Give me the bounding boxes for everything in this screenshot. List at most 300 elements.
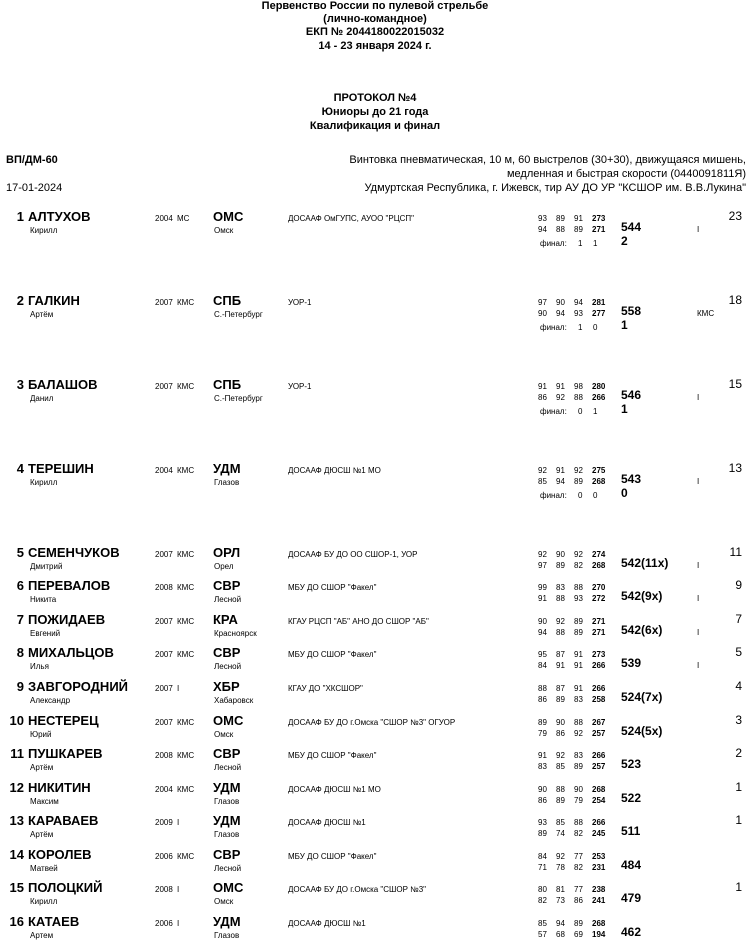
- series-score: 93: [538, 818, 547, 827]
- series-score: 90: [556, 718, 565, 727]
- team-points: 11: [729, 545, 742, 559]
- series-score: 83: [574, 695, 583, 704]
- birth-year: 2004: [155, 785, 173, 794]
- series-score: 80: [538, 885, 547, 894]
- series-score: 85: [556, 818, 565, 827]
- birth-year: 2007: [155, 684, 173, 693]
- sport-title: КМС: [177, 852, 195, 861]
- series-score: 99: [538, 583, 547, 592]
- series-score: 89: [538, 718, 547, 727]
- birth-year: 2007: [155, 617, 173, 626]
- series-subtotal: 253: [592, 852, 606, 861]
- series-score: 88: [574, 583, 583, 592]
- qualification-rank: I: [697, 561, 700, 570]
- qualification-rank: I: [697, 661, 700, 670]
- series-subtotal: 273: [592, 650, 606, 659]
- organization: УОР-1: [288, 382, 312, 391]
- series-score: 78: [556, 863, 565, 872]
- region-code: УДМ: [213, 813, 241, 828]
- series-subtotal: 277: [592, 309, 606, 318]
- qualification-total: 479: [621, 891, 642, 905]
- series-score: 89: [574, 919, 583, 928]
- birth-year: 2007: [155, 298, 173, 307]
- region-code: СПБ: [213, 293, 242, 308]
- protocol-title: ПРОТОКОЛ №4: [333, 92, 417, 104]
- series-score: 92: [556, 393, 565, 402]
- series-score: 85: [556, 762, 565, 771]
- series-score: 92: [574, 729, 583, 738]
- qualification-total: 524(5x): [621, 724, 663, 738]
- series-score: 94: [538, 628, 547, 637]
- series-score: 89: [556, 796, 565, 805]
- sport-title: КМС: [177, 382, 195, 391]
- sport-title: КМС: [177, 751, 195, 760]
- qualification-total: 546: [621, 388, 642, 402]
- city: Лесной: [214, 763, 242, 772]
- series-subtotal: 268: [592, 561, 606, 570]
- athlete-surname: БАЛАШОВ: [28, 377, 98, 392]
- organization: КГАУ ДО "ХКСШОР": [288, 684, 363, 693]
- qualification-total: 484: [621, 858, 642, 872]
- city: Глазов: [214, 931, 240, 940]
- series-score: 92: [574, 466, 583, 475]
- region-code: КРА: [213, 612, 238, 627]
- organization: ДОСААФ БУ ДО ОО СШОР-1, УОР: [288, 550, 418, 559]
- series-score: 94: [538, 225, 547, 234]
- athlete-first-name: Данил: [30, 394, 54, 403]
- sport-title: КМС: [177, 650, 195, 659]
- series-score: 88: [556, 785, 565, 794]
- series-score: 91: [556, 382, 565, 391]
- athlete-surname: ГАЛКИН: [28, 293, 80, 308]
- organization: КГАУ РЦСП "АБ" АНО ДО СШОР "АБ": [288, 617, 429, 626]
- series-subtotal: 266: [592, 661, 606, 670]
- athlete-first-name: Кирилл: [30, 897, 58, 906]
- region-code: ОМС: [213, 209, 244, 224]
- series-score: 86: [556, 729, 565, 738]
- series-subtotal: 271: [592, 617, 606, 626]
- qualification-total: 523: [621, 757, 642, 771]
- qualification-total: 558: [621, 304, 642, 318]
- series-subtotal: 272: [592, 594, 606, 603]
- region-code: ОРЛ: [213, 545, 241, 560]
- athlete-surname: КАТАЕВ: [28, 914, 80, 929]
- series-subtotal: 241: [592, 896, 606, 905]
- series-score: 79: [538, 729, 547, 738]
- series-score: 85: [538, 477, 547, 486]
- team-points: 1: [735, 880, 742, 894]
- series-score: 90: [574, 785, 583, 794]
- sport-title: I: [177, 818, 180, 827]
- organization: ДОСААФ ДЮСШ №1 МО: [288, 466, 381, 475]
- series-score: 91: [538, 382, 547, 391]
- event-ekp: ЕКП № 2044180022015032: [305, 26, 445, 38]
- series-score: 89: [574, 225, 583, 234]
- final-total: 0: [621, 486, 628, 500]
- series-score: 88: [556, 225, 565, 234]
- series-subtotal: 266: [592, 751, 606, 760]
- team-points: 5: [735, 645, 742, 659]
- series-score: 91: [556, 661, 565, 670]
- series-score: 94: [556, 477, 565, 486]
- team-points: 1: [735, 780, 742, 794]
- sport-title: КМС: [177, 718, 195, 727]
- city: Глазов: [214, 797, 240, 806]
- series-score: 87: [556, 684, 565, 693]
- region-code: ХБР: [213, 679, 240, 694]
- athlete-first-name: Кирилл: [30, 478, 58, 487]
- series-score: 88: [574, 393, 583, 402]
- series-subtotal: 275: [592, 466, 606, 475]
- series-score: 89: [556, 695, 565, 704]
- athlete-surname: АЛТУХОВ: [28, 209, 91, 224]
- organization: ДОСААФ ДЮСШ №1: [288, 919, 366, 928]
- series-score: 57: [538, 930, 547, 939]
- final-score: 0: [593, 491, 598, 500]
- sport-title: КМС: [177, 298, 195, 307]
- series-score: 90: [538, 309, 547, 318]
- series-score: 94: [556, 309, 565, 318]
- series-score: 85: [538, 919, 547, 928]
- series-score: 86: [538, 796, 547, 805]
- city: Лесной: [214, 662, 242, 671]
- series-score: 92: [574, 550, 583, 559]
- athlete-first-name: Евгений: [30, 629, 61, 638]
- qualification-total: 539: [621, 656, 642, 670]
- birth-year: 2004: [155, 214, 173, 223]
- series-score: 83: [556, 583, 565, 592]
- series-subtotal: 231: [592, 863, 606, 872]
- series-score: 89: [574, 628, 583, 637]
- sport-title: МС: [177, 214, 190, 223]
- series-score: 93: [538, 214, 547, 223]
- city: С.-Петербург: [214, 394, 263, 403]
- region-code: СВР: [213, 746, 241, 761]
- series-score: 94: [556, 919, 565, 928]
- team-points: 9: [735, 578, 742, 592]
- final-total: 1: [621, 402, 628, 416]
- athlete-first-name: Кирилл: [30, 226, 58, 235]
- sport-title: I: [177, 919, 180, 928]
- rank: 2: [16, 293, 24, 308]
- qualification-rank: I: [697, 628, 700, 637]
- athlete-first-name: Илья: [30, 662, 49, 671]
- rank: 3: [16, 377, 24, 392]
- event-format: (лично-командное): [323, 13, 427, 25]
- final-label: финал:: [540, 239, 567, 248]
- series-score: 79: [574, 796, 583, 805]
- series-subtotal: 274: [592, 550, 606, 559]
- rank: 14: [9, 847, 24, 862]
- rank: 4: [16, 461, 24, 476]
- final-score: 1: [593, 407, 598, 416]
- series-score: 89: [556, 561, 565, 570]
- series-score: 87: [556, 650, 565, 659]
- series-subtotal: 257: [592, 729, 606, 738]
- rank: 15: [9, 880, 24, 895]
- series-score: 68: [556, 930, 565, 939]
- athlete-first-name: Артём: [30, 763, 54, 772]
- team-points: 18: [728, 293, 742, 307]
- birth-year: 2008: [155, 751, 173, 760]
- sport-title: I: [177, 885, 180, 894]
- series-score: 77: [574, 852, 583, 861]
- city: Глазов: [214, 830, 240, 839]
- organization: МБУ ДО СШОР "Факел": [288, 650, 377, 659]
- series-score: 89: [556, 214, 565, 223]
- qualification-total: 543: [621, 472, 642, 486]
- series-score: 98: [574, 382, 583, 391]
- team-points: 3: [735, 713, 742, 727]
- birth-year: 2006: [155, 919, 173, 928]
- organization: МБУ ДО СШОР "Факел": [288, 751, 377, 760]
- qualification-total: 542(9x): [621, 589, 663, 603]
- series-score: 73: [556, 896, 565, 905]
- series-subtotal: 254: [592, 796, 606, 805]
- series-score: 89: [574, 617, 583, 626]
- series-score: 92: [556, 751, 565, 760]
- final-total: 2: [621, 234, 628, 248]
- final-score: 1: [578, 239, 583, 248]
- series-score: 86: [538, 393, 547, 402]
- qualification-total: 542(6x): [621, 623, 663, 637]
- rank: 16: [9, 914, 24, 929]
- organization: ДОСААФ ДЮСШ №1: [288, 818, 366, 827]
- organization: ДОСААФ ДЮСШ №1 МО: [288, 785, 381, 794]
- city: Хабаровск: [214, 696, 254, 705]
- team-points: 13: [728, 461, 742, 475]
- birth-year: 2009: [155, 818, 173, 827]
- birth-year: 2008: [155, 583, 173, 592]
- rank: 13: [9, 813, 24, 828]
- final-label: финал:: [540, 491, 567, 500]
- athlete-surname: ПЕРЕВАЛОВ: [28, 578, 111, 593]
- final-score: 1: [578, 323, 583, 332]
- event-date: 17-01-2024: [6, 182, 63, 194]
- series-score: 88: [538, 684, 547, 693]
- rank: 11: [10, 746, 24, 761]
- athlete-surname: МИХАЛЬЦОВ: [28, 645, 114, 660]
- city: Лесной: [214, 595, 242, 604]
- series-subtotal: 267: [592, 718, 606, 727]
- series-score: 91: [574, 684, 583, 693]
- final-score: 0: [578, 407, 583, 416]
- city: Омск: [214, 226, 234, 235]
- organization: МБУ ДО СШОР "Факел": [288, 852, 377, 861]
- series-score: 71: [538, 863, 547, 872]
- series-score: 91: [574, 650, 583, 659]
- athlete-first-name: Максим: [30, 797, 59, 806]
- series-score: 82: [538, 896, 547, 905]
- team-points: 23: [728, 209, 742, 223]
- event-description-1: Винтовка пневматическая, 10 м, 60 выстрелов (30+30), движущаяся мишень,: [349, 154, 746, 166]
- series-score: 88: [574, 818, 583, 827]
- birth-year: 2008: [155, 885, 173, 894]
- series-score: 84: [538, 661, 547, 670]
- event-title: Первенство России по пулевой стрельбе: [261, 0, 489, 12]
- athlete-surname: ЗАВГОРОДНИЙ: [28, 679, 129, 694]
- series-subtotal: 266: [592, 818, 606, 827]
- series-score: 95: [538, 650, 547, 659]
- series-score: 97: [538, 298, 547, 307]
- series-score: 84: [538, 852, 547, 861]
- series-subtotal: 266: [592, 393, 606, 402]
- final-total: 1: [621, 318, 628, 332]
- athlete-first-name: Никита: [30, 595, 57, 604]
- series-score: 92: [538, 550, 547, 559]
- region-code: СПБ: [213, 377, 242, 392]
- series-score: 88: [556, 628, 565, 637]
- series-score: 90: [556, 298, 565, 307]
- series-subtotal: 257: [592, 762, 606, 771]
- athlete-surname: КОРОЛЕВ: [28, 847, 92, 862]
- series-score: 91: [574, 214, 583, 223]
- qualification-total: 542(11x): [621, 556, 669, 570]
- athlete-surname: НЕСТЕРЕЦ: [28, 713, 99, 728]
- series-subtotal: 268: [592, 785, 606, 794]
- series-score: 91: [556, 466, 565, 475]
- series-subtotal: 268: [592, 477, 606, 486]
- birth-year: 2007: [155, 550, 173, 559]
- city: Орел: [214, 562, 234, 571]
- qualification-rank: КМС: [697, 309, 715, 318]
- series-score: 89: [574, 762, 583, 771]
- event-venue: Удмуртская Республика, г. Ижевск, тир АУ ДО УР "КСШОР им. В.В.Лукина": [364, 182, 746, 194]
- sport-title: КМС: [177, 550, 195, 559]
- sport-title: КМС: [177, 466, 195, 475]
- team-points: 4: [735, 679, 742, 693]
- series-score: 69: [574, 930, 583, 939]
- series-score: 83: [574, 751, 583, 760]
- series-subtotal: 281: [592, 298, 606, 307]
- sport-title: КМС: [177, 785, 195, 794]
- series-subtotal: 268: [592, 919, 606, 928]
- rank: 9: [16, 679, 24, 694]
- athlete-surname: ПОЖИДАЕВ: [28, 612, 106, 627]
- series-subtotal: 273: [592, 214, 606, 223]
- rank: 7: [16, 612, 24, 627]
- city: С.-Петербург: [214, 310, 263, 319]
- region-code: ОМС: [213, 880, 244, 895]
- series-score: 91: [538, 594, 547, 603]
- birth-year: 2007: [155, 650, 173, 659]
- region-code: УДМ: [213, 461, 241, 476]
- series-score: 92: [556, 617, 565, 626]
- organization: УОР-1: [288, 298, 312, 307]
- series-score: 91: [574, 661, 583, 670]
- sport-title: КМС: [177, 583, 195, 592]
- team-points: 2: [735, 746, 742, 760]
- qualification-total: 524(7x): [621, 690, 663, 704]
- athlete-surname: СЕМЕНЧУКОВ: [28, 545, 120, 560]
- series-score: 77: [574, 885, 583, 894]
- series-score: 82: [574, 863, 583, 872]
- qualification-total: 522: [621, 791, 642, 805]
- region-code: УДМ: [213, 780, 241, 795]
- qualification-rank: I: [697, 594, 700, 603]
- rank: 12: [9, 780, 24, 795]
- series-score: 88: [574, 718, 583, 727]
- series-score: 86: [574, 896, 583, 905]
- series-score: 82: [574, 829, 583, 838]
- series-score: 97: [538, 561, 547, 570]
- city: Красноярск: [214, 629, 257, 638]
- athlete-first-name: Александр: [30, 696, 71, 705]
- series-score: 90: [556, 550, 565, 559]
- athlete-surname: ПОЛОЦКИЙ: [28, 880, 103, 895]
- athlete-first-name: Артём: [30, 310, 54, 319]
- organization: ДОСААФ ОмГУПС, АУОО "РЦСП": [288, 214, 414, 223]
- series-score: 83: [538, 762, 547, 771]
- series-subtotal: 271: [592, 628, 606, 637]
- series-score: 82: [574, 561, 583, 570]
- region-code: СВР: [213, 645, 241, 660]
- rank: 10: [9, 713, 24, 728]
- athlete-first-name: Матвей: [30, 864, 58, 873]
- region-code: ОМС: [213, 713, 244, 728]
- series-score: 81: [556, 885, 565, 894]
- region-code: СВР: [213, 578, 241, 593]
- rank: 1: [16, 209, 24, 224]
- final-score: 1: [593, 239, 598, 248]
- athlete-first-name: Артем: [30, 931, 54, 940]
- organization: МБУ ДО СШОР "Факел": [288, 583, 377, 592]
- birth-year: 2007: [155, 382, 173, 391]
- event-code: ВП/ДМ-60: [6, 154, 58, 166]
- series-score: 94: [574, 298, 583, 307]
- region-code: УДМ: [213, 914, 241, 929]
- athlete-first-name: Юрий: [30, 730, 52, 739]
- series-score: 86: [538, 695, 547, 704]
- series-subtotal: 245: [592, 829, 606, 838]
- series-subtotal: 280: [592, 382, 606, 391]
- qualification-total: 511: [621, 824, 641, 838]
- rank: 6: [16, 578, 24, 593]
- series-score: 92: [538, 466, 547, 475]
- birth-year: 2004: [155, 466, 173, 475]
- city: Лесной: [214, 864, 242, 873]
- protocol-stage: Квалификация и финал: [309, 120, 441, 132]
- region-code: СВР: [213, 847, 241, 862]
- qualification-total: 462: [621, 925, 642, 939]
- series-score: 93: [574, 309, 583, 318]
- athlete-surname: КАРАВАЕВ: [28, 813, 99, 828]
- series-score: 90: [538, 785, 547, 794]
- series-subtotal: 238: [592, 885, 606, 894]
- team-points: 1: [735, 813, 742, 827]
- series-subtotal: 194: [592, 930, 606, 939]
- team-points: 15: [728, 377, 742, 391]
- qualification-rank: I: [697, 393, 700, 402]
- sport-title: I: [177, 684, 180, 693]
- qualification-total: 544: [621, 220, 642, 234]
- protocol-category: Юниоры до 21 года: [321, 106, 429, 118]
- birth-year: 2007: [155, 718, 173, 727]
- team-points: 7: [735, 612, 742, 626]
- organization: ДОСААФ БУ ДО г.Омска "СШОР №3" ОГУОР: [288, 718, 456, 727]
- series-score: 89: [538, 829, 547, 838]
- series-score: 89: [574, 477, 583, 486]
- final-score: 0: [578, 491, 583, 500]
- city: Омск: [214, 730, 234, 739]
- series-subtotal: 271: [592, 225, 606, 234]
- city: Омск: [214, 897, 234, 906]
- sport-title: КМС: [177, 617, 195, 626]
- athlete-first-name: Дмитрий: [30, 562, 63, 571]
- birth-year: 2006: [155, 852, 173, 861]
- final-score: 0: [593, 323, 598, 332]
- city: Глазов: [214, 478, 240, 487]
